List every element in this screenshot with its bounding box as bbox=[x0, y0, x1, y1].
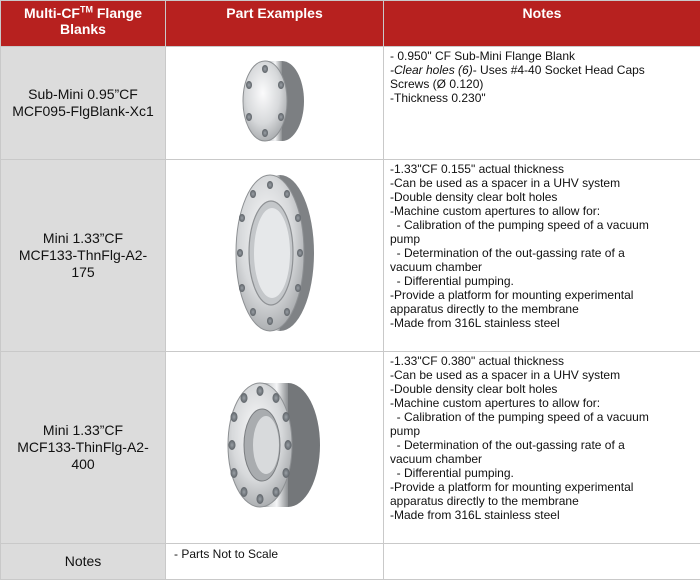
flange-name-cell: Mini 1.33”CF MCF133-ThnFlg-A2- 175 bbox=[1, 160, 166, 352]
header-col-notes: Notes bbox=[384, 1, 700, 47]
footer-notes-label: Notes bbox=[1, 544, 166, 580]
footer-empty-cell bbox=[384, 544, 700, 580]
thin-cf-flange-with-aperture-icon bbox=[225, 163, 325, 343]
part-example-cell bbox=[166, 47, 384, 160]
part-example-cell bbox=[166, 352, 384, 544]
flange-name-cell: Sub-Mini 0.95”CF MCF095-FlgBlank-Xc1 bbox=[1, 47, 166, 160]
notes-cell: -1.33"CF 0.155" actual thickness -Can be used as a spacer in a UHV system -Double density clear bolt holes -Machine custom apertures to allow for: - Calibration of the pumping speed of a vacuum pump - Determination of the out-gassing rate of a vacuum chamber - Differential pumping. -Provide a platform for mounting experimental apparatus directly to the membrane -Made from 316L stainless steel bbox=[384, 160, 700, 352]
footer-note: - Parts Not to Scale bbox=[166, 544, 384, 580]
table-row bbox=[1, 160, 700, 352]
table-row bbox=[1, 47, 700, 160]
header-col-part-examples: Part Examples bbox=[166, 1, 384, 47]
flange-name-cell: Mini 1.33”CF MCF133-ThinFlg-A2- 400 bbox=[1, 352, 166, 544]
cf-flange-blank-icon bbox=[230, 51, 320, 151]
footer-row bbox=[1, 544, 700, 580]
notes-cell: -1.33"CF 0.380" actual thickness -Can be used as a spacer in a UHV system -Double density clear bolt holes -Machine custom apertures to allow for: - Calibration of the pumping speed of a vacuum pump - Determination of the out-gassing rate of a vacuum chamber - Differential pumping. -Provide a platform for mounting experimental apparatus directly to the membrane -Made from 316L stainless steel bbox=[384, 352, 700, 544]
notes-cell: - 0.950" CF Sub-Mini Flange Blank -Clear holes (6)- Uses #4-40 Socket Head Caps Screws (Ø 0.120) -Thickness 0.230" bbox=[384, 47, 700, 160]
header-col-blanks: Multi-CF™ Flange Blanks bbox=[1, 1, 166, 47]
part-example-cell bbox=[166, 160, 384, 352]
header-row bbox=[1, 1, 700, 47]
table-row bbox=[1, 352, 700, 544]
thick-cf-flange-with-aperture-icon bbox=[220, 370, 330, 520]
